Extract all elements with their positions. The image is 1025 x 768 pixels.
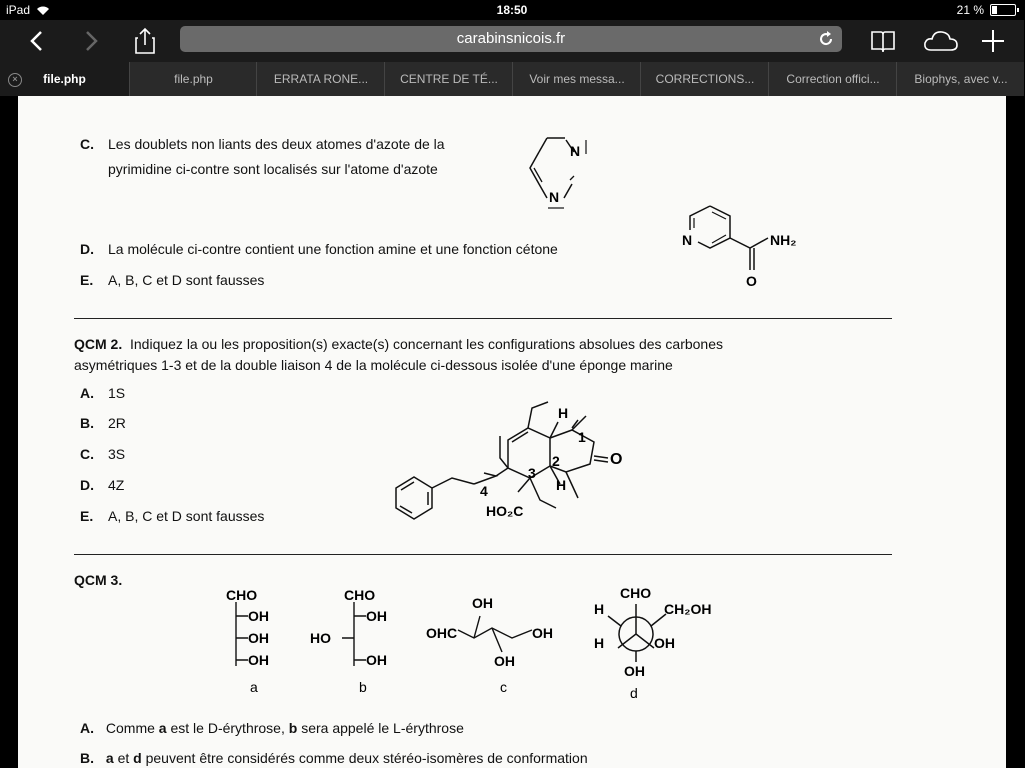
plus-icon[interactable] bbox=[978, 26, 1008, 56]
close-icon[interactable]: × bbox=[8, 73, 22, 87]
oxygen-label: O bbox=[610, 451, 623, 468]
option-letter: B. bbox=[80, 750, 94, 766]
tab-label: CENTRE DE TÉ... bbox=[400, 72, 498, 86]
marine-sponge-molecule bbox=[388, 380, 658, 532]
tab-active[interactable] bbox=[0, 62, 129, 96]
hydrogen-label: H bbox=[594, 601, 605, 617]
option-text: 4Z bbox=[108, 477, 125, 493]
hydroxyl-label: OH bbox=[494, 653, 515, 669]
option-letter: C. bbox=[80, 446, 94, 462]
option-b bbox=[80, 750, 588, 766]
hydroxyl-label: OH bbox=[654, 635, 675, 651]
nitrogen-label: N bbox=[682, 232, 693, 248]
question-label: QCM 2. bbox=[74, 336, 123, 352]
tab[interactable] bbox=[512, 62, 641, 96]
tab[interactable] bbox=[896, 62, 1025, 96]
option-text: 3S bbox=[108, 446, 126, 462]
device-name: iPad bbox=[6, 3, 31, 17]
tab-label: Biophys, avec v... bbox=[914, 72, 1008, 86]
option-text: 2R bbox=[108, 415, 126, 431]
tab[interactable] bbox=[640, 62, 769, 96]
tab-label: ERRATA RONE... bbox=[273, 72, 369, 86]
option-text: Les doublets non liants des deux atomes d'azote de la bbox=[108, 136, 445, 152]
option-a bbox=[80, 720, 464, 736]
option-text-mid: est le D-érythrose, bbox=[166, 720, 289, 736]
tab-bar bbox=[0, 62, 1024, 96]
structure-caption: a bbox=[250, 679, 258, 695]
aldehyde-label: OHC bbox=[426, 625, 458, 641]
option-text: La molécule ci-contre contient une fonction amine et une fonction cétone bbox=[108, 241, 558, 257]
address-bar[interactable] bbox=[180, 26, 842, 52]
battery-icon bbox=[990, 4, 1016, 16]
carboxylic-acid-label: HO₂C bbox=[486, 503, 524, 519]
hydroxyl-label: OH bbox=[472, 595, 493, 611]
reload-icon[interactable] bbox=[816, 29, 836, 49]
hydroxyl-label: OH bbox=[248, 608, 269, 624]
share-icon[interactable] bbox=[130, 26, 160, 56]
structure-ref: a bbox=[158, 720, 167, 736]
cloud-icon[interactable] bbox=[922, 26, 960, 56]
tab[interactable] bbox=[768, 62, 897, 96]
status-time: 18:50 bbox=[496, 3, 528, 17]
structure-caption: c bbox=[500, 679, 507, 695]
hydroxyl-label: OH bbox=[366, 608, 387, 624]
oxygen-label: O bbox=[746, 273, 757, 289]
tab-label: Correction offici... bbox=[786, 72, 880, 86]
option-text: 1S bbox=[108, 385, 126, 401]
book-icon[interactable] bbox=[868, 26, 898, 56]
nitrogen-label: N bbox=[549, 189, 560, 205]
option-text: pyrimidine ci-contre sont localisés sur l'atome d'azote bbox=[108, 161, 438, 177]
url-text: carabinsnicois.fr bbox=[456, 30, 566, 47]
pyrimidine-structure bbox=[518, 128, 608, 214]
aldehyde-label: CHO bbox=[620, 585, 652, 601]
question-text: Indiquez la ou les proposition(s) exacte(s) concernant les configurations absolues des carbones bbox=[130, 336, 724, 352]
structure-caption: b bbox=[359, 679, 367, 695]
structure-ref: a bbox=[105, 750, 114, 766]
divider bbox=[74, 318, 892, 319]
chevron-right-icon[interactable] bbox=[76, 26, 106, 56]
option-letter: B. bbox=[80, 415, 94, 431]
chevron-left-icon[interactable] bbox=[22, 26, 52, 56]
option-text-pre: Comme bbox=[105, 720, 159, 736]
structure-ref: b bbox=[288, 720, 298, 736]
option-text: A, B, C et D sont fausses bbox=[108, 508, 265, 524]
aldehyde-label: CHO bbox=[226, 587, 258, 603]
amide-label: NH₂ bbox=[770, 232, 797, 248]
tab[interactable] bbox=[256, 62, 385, 96]
newman-projection-d bbox=[574, 584, 712, 704]
hydroxyl-label: OH bbox=[248, 652, 269, 668]
hydrogen-label: H bbox=[558, 405, 569, 421]
structure-caption: d bbox=[630, 685, 638, 701]
document-page[interactable] bbox=[18, 96, 1006, 768]
question-label: QCM 3. bbox=[74, 572, 123, 588]
aldehyde-label: CHO bbox=[344, 587, 376, 603]
divider bbox=[74, 554, 892, 555]
option-text-post: sera appelé le L-érythrose bbox=[297, 720, 464, 736]
structure-ref: d bbox=[133, 750, 142, 766]
stereocenter-label: 4 bbox=[480, 483, 488, 499]
tab-label: file.php bbox=[174, 72, 213, 86]
stereocenter-label: 1 bbox=[578, 429, 586, 445]
battery-percent: 21 % bbox=[956, 3, 984, 17]
hydroxyl-label: OH bbox=[366, 652, 387, 668]
hydroxyl-label: OH bbox=[248, 630, 269, 646]
option-letter: E. bbox=[80, 272, 94, 288]
hydrogen-label: H bbox=[594, 635, 605, 651]
option-letter: C. bbox=[80, 136, 94, 152]
fischer-projection-a bbox=[214, 586, 294, 696]
hydroxyl-label: OH bbox=[624, 663, 645, 679]
fischer-projection-b bbox=[306, 586, 406, 696]
tab[interactable] bbox=[129, 62, 257, 96]
question-text: asymétriques 1-3 et de la double liaison 4 de la molécule ci-dessous isolée d'une éponge marine bbox=[74, 357, 673, 373]
tab-label: Voir mes messa... bbox=[529, 72, 625, 86]
hydroxyl-label: OH bbox=[532, 625, 553, 641]
tab[interactable] bbox=[384, 62, 513, 96]
nicotinamide-structure bbox=[676, 200, 816, 292]
option-text-post: peuvent être considérés comme deux stéréo-isomères de conformation bbox=[141, 750, 588, 766]
status-bar bbox=[0, 0, 1024, 20]
option-letter: D. bbox=[80, 241, 94, 257]
zigzag-structure-c bbox=[424, 588, 564, 698]
option-text-mid: et bbox=[113, 750, 134, 766]
stereocenter-label: 3 bbox=[528, 465, 536, 481]
option-letter: D. bbox=[80, 477, 94, 493]
option-text: A, B, C et D sont fausses bbox=[108, 272, 265, 288]
nitrogen-label: N bbox=[570, 143, 581, 159]
hydrogen-label: H bbox=[556, 477, 567, 493]
tab-label: file.php bbox=[43, 72, 86, 86]
tab-label: CORRECTIONS... bbox=[655, 72, 755, 86]
hydroxymethyl-label: CH₂OH bbox=[664, 601, 712, 617]
option-letter: A. bbox=[80, 720, 94, 736]
option-letter: E. bbox=[80, 508, 94, 524]
stereocenter-label: 2 bbox=[552, 453, 560, 469]
hydroxyl-label: HO bbox=[310, 630, 331, 646]
option-letter: A. bbox=[80, 385, 94, 401]
